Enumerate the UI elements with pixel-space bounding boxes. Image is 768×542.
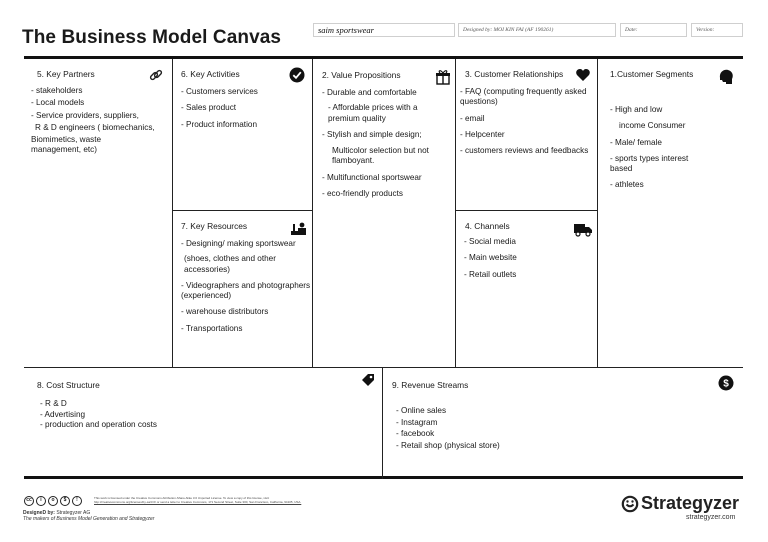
revenue-streams-title: 9. Revenue Streams <box>392 380 469 390</box>
list-item: - R & D <box>40 399 67 408</box>
list-item: - sports types interest based <box>610 153 689 174</box>
date-field[interactable]: Date: <box>620 23 687 37</box>
list-item: - Product information <box>181 119 257 129</box>
list-item: - Advertising <box>40 409 86 419</box>
list-item: - Retail shop (physical store) <box>396 440 500 450</box>
key-partners-block[interactable] <box>24 59 172 367</box>
truck-icon <box>573 221 593 237</box>
page-title: The Business Model Canvas <box>22 27 282 48</box>
designed-by-label: DesigneD by: <box>23 510 55 516</box>
creative-commons-badges <box>24 496 82 506</box>
value-propositions-block[interactable] <box>312 59 455 367</box>
list-item: - Service providers, suppliers, <box>31 110 139 120</box>
worker-icon <box>290 221 308 237</box>
canvas-grid <box>24 56 743 479</box>
cc-by-icon: i <box>36 496 46 506</box>
list-item: - Durable and comfortable <box>322 88 417 97</box>
list-item: income Consumer <box>619 121 686 131</box>
tag-icon <box>360 372 376 388</box>
key-resources-title: 7. Key Resources <box>181 221 248 231</box>
list-item: - Sales product <box>181 103 237 113</box>
customer-relationships-title: 3. Customer Relationships <box>465 69 564 79</box>
head-icon <box>717 68 735 86</box>
channels-title: 4. Channels <box>465 221 510 231</box>
cost-structure-block[interactable] <box>24 368 382 479</box>
list-item: - athletes <box>610 180 644 190</box>
makers-text: The makers of Business Model Generation and Strategyzer <box>23 516 155 522</box>
designed-by-footer <box>23 510 154 522</box>
list-item: - Online sales <box>396 406 447 415</box>
channels-block[interactable] <box>455 210 597 367</box>
list-item: - facebook <box>396 429 435 438</box>
strategyzer-brand: Strategyzer <box>641 493 740 513</box>
list-item: - email <box>460 113 485 123</box>
list-item: - eco-friendly products <box>322 189 403 199</box>
customer-segments-title: 1.Customer Segments <box>610 69 694 79</box>
list-item: - Local models <box>31 98 85 108</box>
list-item: - Multifunctional sportswear <box>322 172 422 182</box>
license-link[interactable]: http://creativecommons.org/licenses/by-sa/3.0/ or send a letter to Creative Commons, 171 Second Street, Suite 300, San Francisco, California, 94105, USA. <box>94 500 302 504</box>
list-item: - FAQ (computing frequently asked questions) <box>460 87 587 107</box>
list-item: - Affordable prices with a premium quality <box>328 103 418 123</box>
list-item: R & D engineers ( biomechanics, <box>35 122 155 132</box>
list-item: - High and low <box>610 105 663 114</box>
list-item: Multicolor selection but not flamboyant. <box>332 146 429 166</box>
value-propositions-title: 2. Value Propositions <box>322 70 401 80</box>
svg-text:$: $ <box>723 378 729 390</box>
list-item: - customers reviews and feedbacks <box>460 146 589 156</box>
list-item: - Instagram <box>396 417 438 427</box>
list-item: - production and operation costs <box>40 420 157 429</box>
gift-icon <box>435 69 451 85</box>
cc-attr-icon: ! <box>72 496 82 506</box>
list-item: (shoes, clothes and other accessories) <box>184 254 276 274</box>
list-item: - Retail outlets <box>464 269 517 279</box>
key-activities-block[interactable] <box>172 59 312 210</box>
list-item: - Transportations <box>181 323 243 333</box>
cc-icon: cc <box>24 496 34 506</box>
designed-by-value: Strategyzer AG <box>56 510 91 516</box>
list-item: - Main website <box>464 253 517 263</box>
cc-nc-icon: $ <box>60 496 70 506</box>
customer-segments-block[interactable] <box>597 59 743 367</box>
cc-sa-icon: o <box>48 496 58 506</box>
strategyzer-logo-icon <box>621 495 639 513</box>
link-icon <box>148 67 164 83</box>
designed-by-field[interactable]: Designed by: MOI KIN FAI (AF 190261) <box>458 23 616 37</box>
revenue-streams-block[interactable] <box>383 368 743 479</box>
license-line: This work is licensed under the Creative Commons Attribution-Share Alike 3.0 Unported License. To view a copy of this license, visit: <box>94 496 270 500</box>
license-text <box>94 496 314 504</box>
list-item: - Videographers and photographers (experienced) <box>181 280 311 301</box>
list-item: Biomimetics, waste management, etc) <box>31 135 102 155</box>
list-item: - Designing/ making sportswear <box>181 239 296 248</box>
strategyzer-url[interactable]: strategyzer.com <box>686 514 736 521</box>
heart-icon <box>575 67 591 83</box>
key-partners-title: 5. Key Partners <box>37 69 95 79</box>
list-item: - stakeholders <box>31 86 83 95</box>
strategyzer-logo <box>621 493 739 514</box>
key-resources-block[interactable] <box>172 210 312 367</box>
dollar-icon <box>718 375 734 391</box>
customer-relationships-block[interactable] <box>455 59 597 210</box>
list-item: - Social media <box>464 237 516 246</box>
designed-for-field[interactable]: saim sportswear <box>313 23 455 37</box>
check-circle-icon <box>289 67 305 83</box>
key-activities-title: 6. Key Activities <box>181 69 240 79</box>
list-item: - Stylish and simple design; <box>322 129 422 139</box>
list-item: - Helpcenter <box>460 129 505 139</box>
cost-structure-title: 8. Cost Structure <box>37 380 100 390</box>
list-item: - Male/ female <box>610 137 662 147</box>
list-item: - Customers services <box>181 87 258 96</box>
version-field[interactable]: Version: <box>691 23 743 37</box>
list-item: - warehouse distributors <box>181 307 269 317</box>
